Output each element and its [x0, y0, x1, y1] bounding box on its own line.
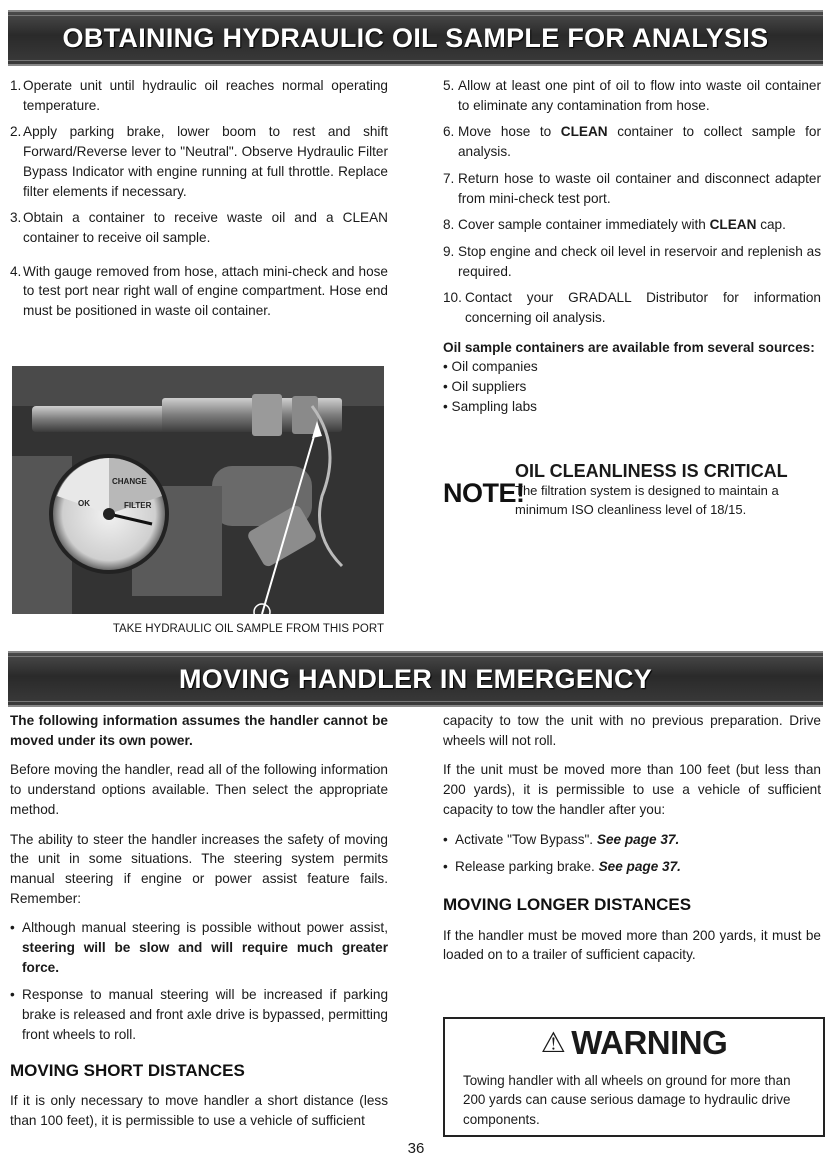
- list-item: 7. Return hose to waste oil container and disconnect adapter from mini-check test port.: [443, 169, 821, 208]
- warning-box: [443, 1017, 825, 1137]
- step-1-text: Operate unit until hydraulic oil reaches normal operating temperature.: [23, 78, 388, 113]
- step-3-text: Obtain a container to receive waste oil and a CLEAN container to receive oil sample.: [23, 210, 388, 245]
- paragraph: The ability to steer the handler increases the safety of moving the unit in some situations. The steering system permits manual steering if engine or power assist feature fails. Remember:: [10, 831, 388, 906]
- warning-text: Towing handler with all wheels on ground for more than 200 yards can cause serious damage to hydraulic drive components.: [463, 1073, 791, 1127]
- note-title: OIL CLEANLINESS IS CRITICAL: [515, 461, 788, 481]
- list-item: • Although manual steering is possible without power assist, steering will be slow and will require much greater force.: [10, 920, 388, 975]
- steps-left-column: [10, 76, 388, 328]
- list-item: • Oil companies: [443, 359, 538, 375]
- section-title: OBTAINING HYDRAULIC OIL SAMPLE FOR ANALYSIS: [62, 23, 769, 53]
- note-body: The filtration system is designed to maintain a minimum ISO cleanliness level of 18/15.: [515, 483, 779, 517]
- step-2-text: Apply parking brake, lower boom to rest and shift Forward/Reverse lever to "Neutral". Observe Hydraulic Filter Bypass Indicator with engine running at full throttle. Replace filter elements if necessary.: [23, 124, 388, 199]
- list-item: 4. With gauge removed from hose, attach mini-check and hose to test port near right wall of engine compartment. Hose end must be positioned in waste oil container.: [10, 262, 388, 321]
- warning-title: ⚠ WARNING: [540, 1024, 728, 1061]
- page-reference: See page 37.: [598, 859, 681, 875]
- photo-caption: TAKE HYDRAULIC OIL SAMPLE FROM THIS PORT: [112, 623, 384, 635]
- note-label: NOTE!: [443, 478, 525, 508]
- hydraulic-port-photo: [12, 366, 384, 614]
- intro-bold: The following information assumes the handler cannot be moved under its own power.: [10, 713, 388, 748]
- page-reference: See page 37.: [596, 831, 680, 847]
- step-5-text: Allow at least one pint of oil to flow into waste oil container to eliminate any contamination from hose.: [458, 78, 821, 113]
- paragraph: If the unit must be moved more than 100 feet (but less than 200 yards), it is permissible to use a vehicle of sufficient capacity to tow the handler after you:: [443, 762, 821, 817]
- step-7-text: Return hose to waste oil container and disconnect adapter from mini-check test port.: [458, 170, 821, 206]
- engine-compartment-image: [12, 366, 384, 614]
- list-item: 6. Move hose to CLEAN container to collect sample for analysis.: [443, 122, 821, 161]
- page-number: 36: [407, 1140, 425, 1157]
- paragraph: capacity to tow the unit with no previous preparation. Drive wheels will not roll.: [443, 713, 821, 748]
- steps-right-column: [443, 76, 821, 417]
- list-item: 5. Allow at least one pint of oil to flow into waste oil container to eliminate any contamination from hose.: [443, 76, 821, 115]
- step-8-text: Cover sample container immediately with CLEAN cap.: [458, 217, 786, 233]
- gauge-label-ok: OK: [78, 499, 90, 508]
- sources-heading: Oil sample containers are available from several sources:: [443, 339, 815, 355]
- sources-list: [443, 357, 821, 416]
- step-9-text: Stop engine and check oil level in reservoir and replenish as required.: [458, 243, 821, 279]
- list-item: • Sampling labs: [443, 398, 537, 414]
- paragraph: If it is only necessary to move handler a short distance (less than 100 feet), it is permissible to use a vehicle of sufficient: [10, 1093, 388, 1128]
- list-item: 8. Cover sample container immediately with CLEAN cap.: [443, 215, 821, 235]
- warning-triangle-icon: ⚠: [540, 1027, 566, 1058]
- step-10-text: Contact your GRADALL Distributor for information concerning oil analysis.: [465, 290, 821, 326]
- list-item: 9. Stop engine and check oil level in reservoir and replenish as required.: [443, 242, 821, 281]
- list-item: 1. Operate unit until hydraulic oil reaches normal operating temperature.: [10, 76, 388, 115]
- step-4-text: With gauge removed from hose, attach mini-check and hose to test port near right wall of engine compartment. Hose end must be positioned in waste oil container.: [23, 263, 388, 319]
- paragraph: If the handler must be moved more than 200 yards, it must be loaded on to a trailer of sufficient capacity.: [443, 927, 821, 963]
- section-banner-emergency: [8, 651, 823, 707]
- list-item: • Oil suppliers: [443, 379, 527, 395]
- list-item: 10. Contact your GRADALL Distributor for information concerning oil analysis.: [443, 288, 821, 327]
- emergency-right-column: [443, 711, 821, 975]
- list-item: 3. Obtain a container to receive waste oil and a CLEAN container to receive oil sample.: [10, 208, 388, 247]
- gauge-label-filter: FILTER: [124, 501, 152, 510]
- list-item: 2. Apply parking brake, lower boom to rest and shift Forward/Reverse lever to "Neutral". Observe Hydraulic Filter Bypass Indicator with engine running at full throttle. Replace filter elements if necessary.: [10, 122, 388, 201]
- list-item: • Activate "Tow Bypass". See page 37.: [443, 831, 680, 847]
- longer-distances-heading: MOVING LONGER DISTANCES: [443, 894, 692, 914]
- short-distances-heading: MOVING SHORT DISTANCES: [10, 1060, 245, 1080]
- list-item: • Release parking brake. See page 37.: [443, 859, 681, 875]
- section-banner-oil-sample: [8, 10, 823, 66]
- step-6-text: Move hose to CLEAN container to collect sample for analysis.: [458, 124, 821, 160]
- paragraph: Before moving the handler, read all of the following information to understand options available. Then select the appropriate method.: [10, 762, 388, 817]
- section-title: MOVING HANDLER IN EMERGENCY: [178, 664, 653, 694]
- list-item: • Response to manual steering will be increased if parking brake is released and front axle drive is bypassed, permitting front wheels to roll.: [10, 987, 388, 1042]
- emergency-left-column: [10, 711, 388, 1141]
- gauge-label-change: CHANGE: [112, 477, 147, 486]
